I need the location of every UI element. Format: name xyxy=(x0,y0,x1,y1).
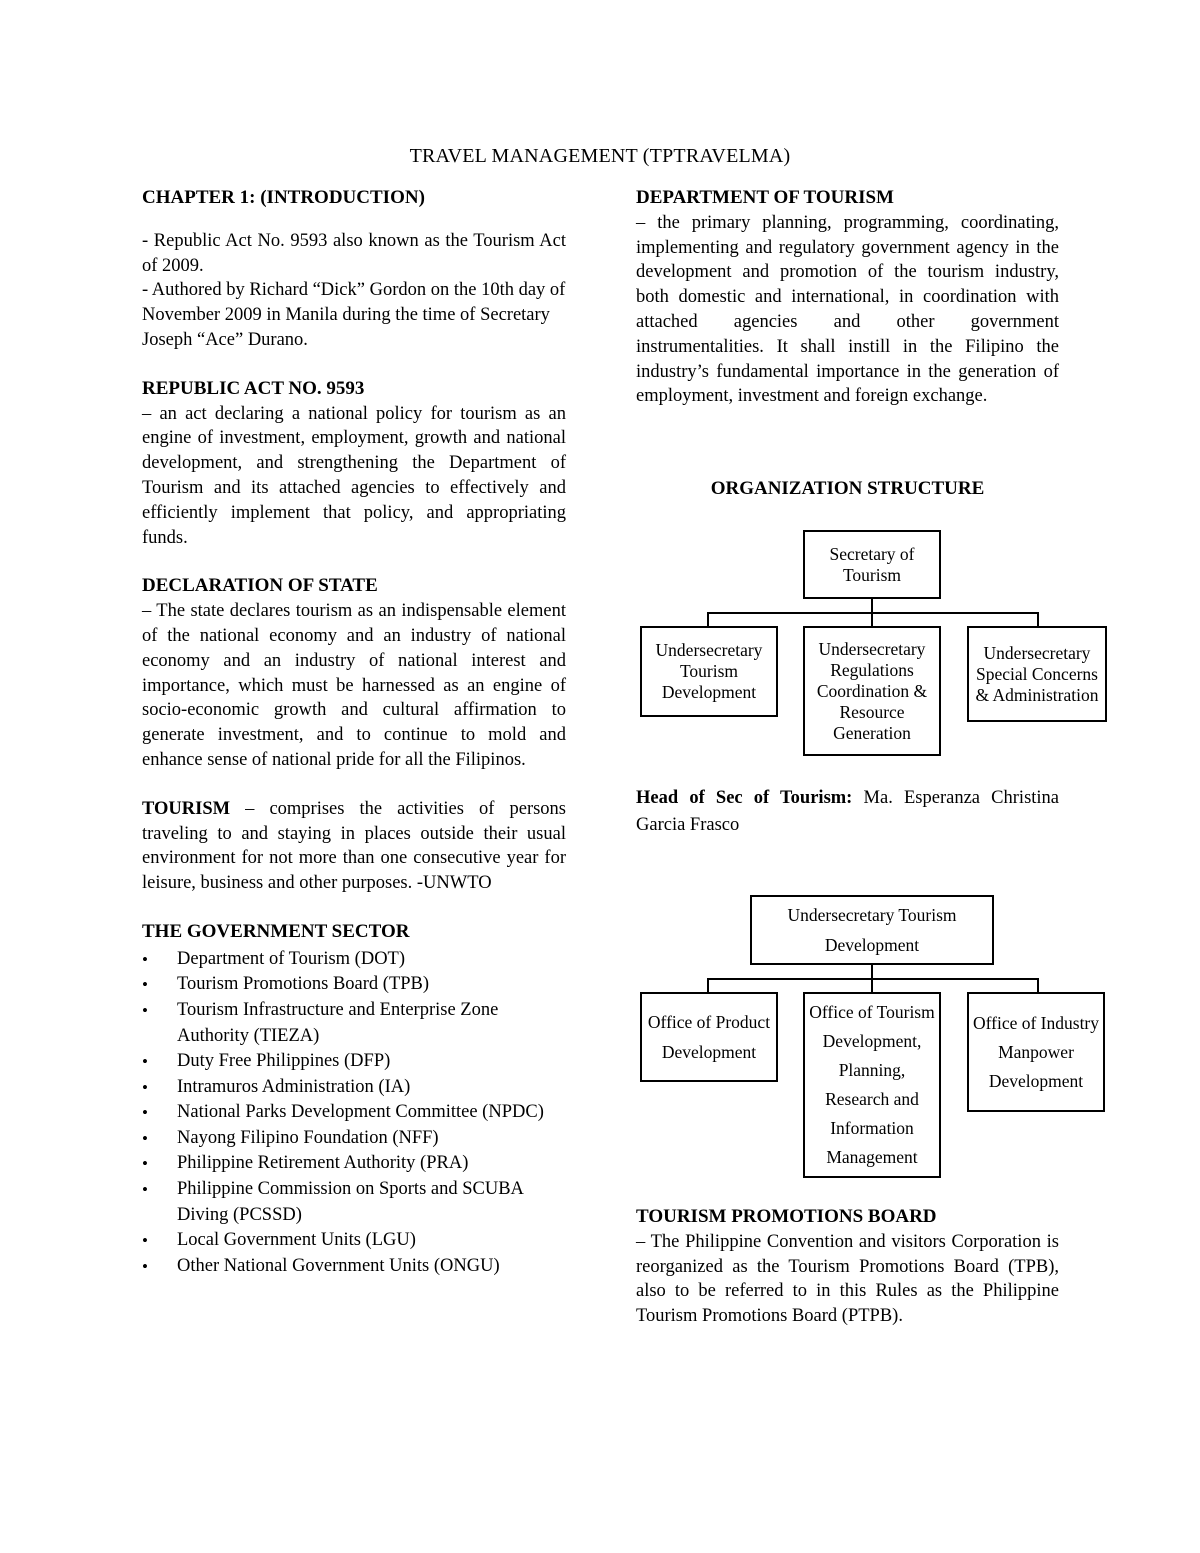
list-item: • Tourism Infrastructure and Enterprise Zone Authority (TIEZA) xyxy=(142,998,566,1049)
connector-line xyxy=(1037,612,1039,626)
tourism-text: – comprises the activities of persons traveling to and staying in places outside their usual environment for not more than one consecutive year for leisure, business and other purposes. -UNWTO xyxy=(142,798,566,894)
dot-text: – the primary planning, programming, coordinating, implementing and regulatory government agency in the development and promotion of the tourism industry, both domestic and international, in coordination with attached agencies and other government instrumentalities. It shall instill in the Filipino the industry’s fundamental importance in the generation of employment, investment and foreign exchange. xyxy=(636,212,1059,407)
connector-line xyxy=(871,599,873,613)
org-box-office-product-development: Office of Product Development xyxy=(640,992,778,1082)
org-box-office-industry-manpower: Office of Industry Manpower Development xyxy=(967,992,1105,1112)
tourism-definition xyxy=(142,797,566,896)
left-column xyxy=(142,186,566,1279)
connector-line xyxy=(871,965,873,979)
org-structure-heading: ORGANIZATION STRUCTURE xyxy=(710,478,985,499)
tourism-term: TOURISM xyxy=(142,798,231,819)
page-title: TRAVEL MANAGEMENT (TPTRAVELMA) xyxy=(409,145,791,167)
list-item: • Intramuros Administration (IA) xyxy=(142,1075,566,1101)
connector-line xyxy=(707,978,1039,980)
head-label: Head of Sec of Tourism: xyxy=(636,788,853,808)
connector-line xyxy=(707,612,1039,614)
right-column xyxy=(636,186,1059,409)
declaration-heading: DECLARATION OF STATE xyxy=(142,575,378,597)
connector-line xyxy=(707,978,709,992)
government-sector-heading: THE GOVERNMENT SECTOR xyxy=(142,920,410,942)
government-sector-list xyxy=(142,947,566,1280)
org-box-usec-tourism-development-top: Undersecretary Tourism Development xyxy=(750,895,994,965)
list-item: • Philippine Retirement Authority (PRA) xyxy=(142,1151,566,1177)
list-item: • National Parks Development Committee (NPDC) xyxy=(142,1100,566,1126)
ra-text: – an act declaring a national policy for tourism as an engine of investment, employment, growth and national development, and strengthening the Department of Tourism and its attached agencies to effectively and efficiently implement that policy, and appropriating funds. xyxy=(142,403,566,548)
dot-heading: DEPARTMENT OF TOURISM xyxy=(636,187,894,208)
chapter-heading: CHAPTER 1: (INTRODUCTION) xyxy=(142,187,425,208)
list-item: • Tourism Promotions Board (TPB) xyxy=(142,972,566,998)
declaration-text: – The state declares tourism as an indispensable element of the national economy and an industry of national economy and an industry of national interest and importance, which must be harnessed as an engine of socio-economic growth and cultural affirmation to generate investment, and to continue to mold and enhance sense of national pride for all the Filipinos. xyxy=(142,601,566,770)
tpb-section xyxy=(636,1205,1059,1329)
connector-line xyxy=(871,978,873,992)
ra-heading: REPUBLIC ACT NO. 9593 xyxy=(142,377,365,399)
tpb-heading: TOURISM PROMOTIONS BOARD xyxy=(636,1206,937,1227)
list-item: • Department of Tourism (DOT) xyxy=(142,947,566,973)
org-box-usec-regulations: Undersecretary Regulations Coordination & Resource Generation xyxy=(803,626,941,756)
tpb-text: – The Philippine Convention and visitors Corporation is reorganized as the Tourism Promotions Board (TPB), also to be referred to in this Rules as the Philippine Tourism Promotions Board (PTPB). xyxy=(636,1231,1059,1327)
connector-line xyxy=(1037,978,1039,992)
intro-line-1: - Republic Act No. 9593 also known as the Tourism Act of 2009. xyxy=(142,230,566,276)
list-item: • Duty Free Philippines (DFP) xyxy=(142,1049,566,1075)
head-of-secretary xyxy=(636,785,1059,839)
list-item: • Philippine Commission on Sports and SCUBA Diving (PCSSD) xyxy=(142,1177,566,1228)
connector-line xyxy=(707,612,709,626)
list-item: • Nayong Filipino Foundation (NFF) xyxy=(142,1126,566,1152)
list-item: • Local Government Units (LGU) xyxy=(142,1228,566,1254)
org-box-secretary: Secretary of Tourism xyxy=(803,530,941,599)
org-box-office-tourism-development: Office of Tourism Development, Planning, Research and Information Management xyxy=(803,992,941,1178)
intro-line-2: - Authored by Richard “Dick” Gordon on the 10th day of November 2009 in Manila during the time of Secretary Joseph “Ace” Durano. xyxy=(142,280,566,350)
list-item: • Other National Government Units (ONGU) xyxy=(142,1254,566,1280)
head-name: Ma. Esperanza Christina Garcia Frasco xyxy=(636,788,1060,835)
connector-line xyxy=(871,612,873,626)
org-box-usec-tourism-development: Undersecretary Tourism Development xyxy=(640,626,778,717)
org-box-usec-special-concerns: Undersecretary Special Concerns & Administration xyxy=(967,626,1107,722)
